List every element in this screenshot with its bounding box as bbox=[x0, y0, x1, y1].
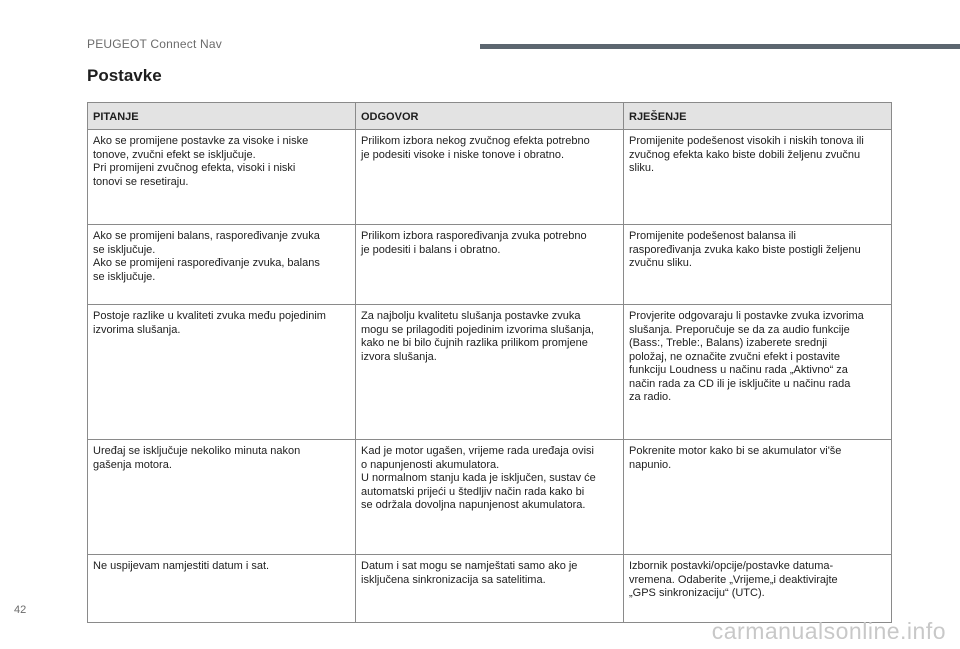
question-cell: Ako se promijeni balans, raspoređivanje zvuka se isključuje. Ako se promijeni raspoređivanje zvuka, balans se isključuje. bbox=[88, 225, 356, 305]
section-title: Postavke bbox=[87, 66, 162, 85]
page-number: 42 bbox=[14, 604, 27, 616]
running-header: PEUGEOT Connect Nav bbox=[87, 37, 222, 51]
watermark: carmanualsonline.info bbox=[711, 618, 946, 644]
solution-cell: Pokrenite motor kako bi se akumulator vi'še napunio. bbox=[624, 440, 892, 555]
faq-table bbox=[87, 102, 892, 623]
answer-cell: Kad je motor ugašen, vrijeme rada uređaja ovisi o napunjenosti akumulatora. U normalnom stanju kada je isključen, sustav će automatski prijeći u štedljiv način rada kako bi se održala dovoljna napunjenost akumulatora. bbox=[356, 440, 624, 555]
question-cell: Ako se promijene postavke za visoke i niske tonove, zvučni efekt se isključuje. Pri promijeni zvučnog efekta, visoki i niski tonovi se resetiraju. bbox=[88, 130, 356, 225]
table-row bbox=[88, 555, 892, 623]
column-header-answer: ODGOVOR bbox=[356, 103, 624, 130]
table-row bbox=[88, 440, 892, 555]
header-bar bbox=[480, 44, 960, 49]
question-cell: Postoje razlike u kvaliteti zvuka među pojedinim izvorima slušanja. bbox=[88, 305, 356, 440]
table-row bbox=[88, 305, 892, 440]
solution-cell: Provjerite odgovaraju li postavke zvuka izvorima slušanja. Preporučuje se da za audio funkcije (Bass:, Treble:, Balans) izaberete srednji položaj, ne označite zvučni efekt i postavite funkciju Loudness u načinu rada „Aktivno“ za način rada za CD ili je isključite u načinu rada za radio. bbox=[624, 305, 892, 440]
table-header-row bbox=[88, 103, 892, 130]
answer-cell: Prilikom izbora raspoređivanja zvuka potrebno je podesiti i balans i obratno. bbox=[356, 225, 624, 305]
question-cell: Uređaj se isključuje nekoliko minuta nakon gašenja motora. bbox=[88, 440, 356, 555]
table-row bbox=[88, 225, 892, 305]
solution-cell: Promijenite podešenost balansa ili raspoređivanja zvuka kako biste postigli željenu zvučnu sliku. bbox=[624, 225, 892, 305]
column-header-question: PITANJE bbox=[88, 103, 356, 130]
solution-cell: Promijenite podešenost visokih i niskih tonova ili zvučnog efekta kako biste dobili željenu zvučnu sliku. bbox=[624, 130, 892, 225]
column-header-solution: RJEŠENJE bbox=[624, 103, 892, 130]
question-cell: Ne uspijevam namjestiti datum i sat. bbox=[88, 555, 356, 623]
answer-cell: Za najbolju kvalitetu slušanja postavke zvuka mogu se prilagoditi pojedinim izvorima slušanja, kako ne bi bilo čujnih razlika prilikom promjene izvora slušanja. bbox=[356, 305, 624, 440]
answer-cell: Prilikom izbora nekog zvučnog efekta potrebno je podesiti visoke i niske tonove i obratno. bbox=[356, 130, 624, 225]
solution-cell: Izbornik postavki/opcije/postavke datuma- vremena. Odaberite „Vrijeme„i deaktivirajte „GPS sinkronizaciju“ (UTC). bbox=[624, 555, 892, 623]
answer-cell: Datum i sat mogu se namještati samo ako je isključena sinkronizacija sa satelitima. bbox=[356, 555, 624, 623]
table-row bbox=[88, 130, 892, 225]
